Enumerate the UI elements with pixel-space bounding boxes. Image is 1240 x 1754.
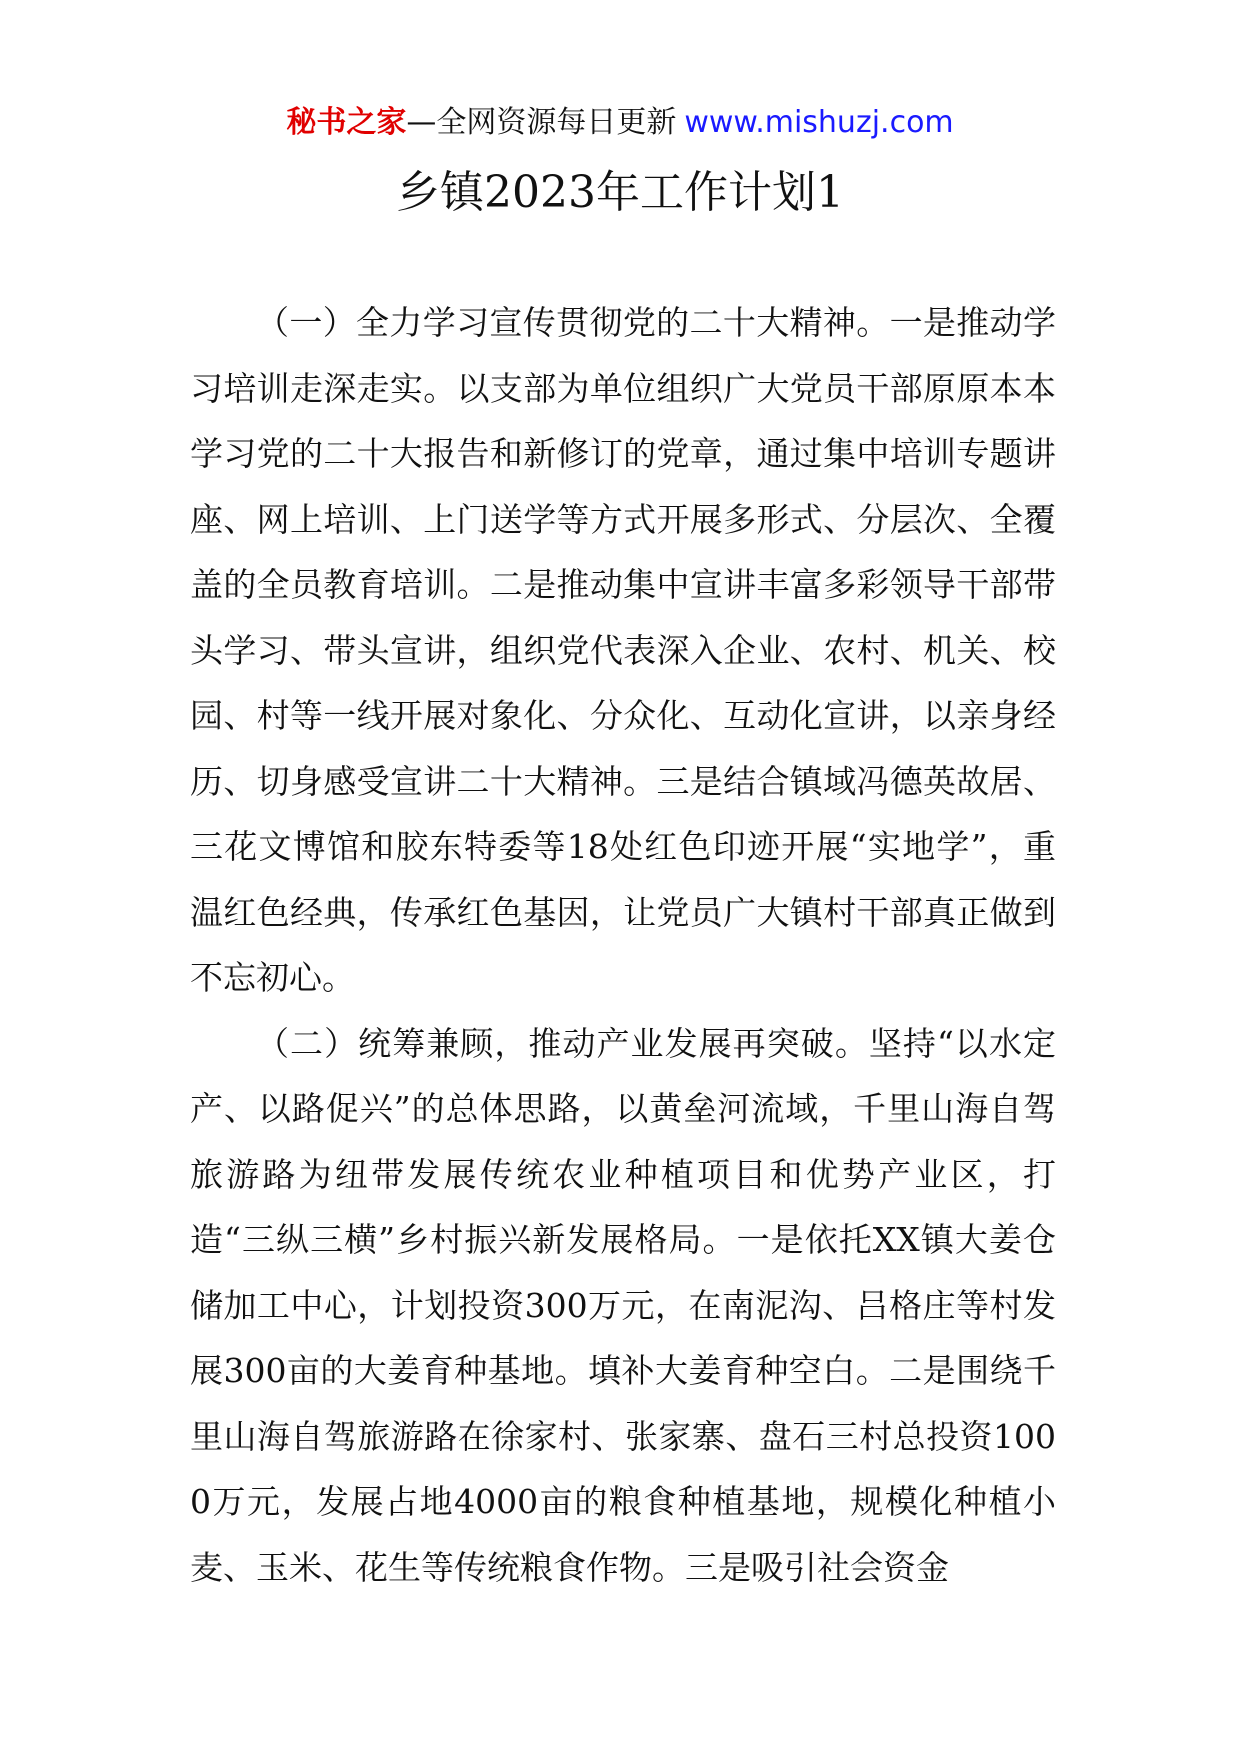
watermark-header (0, 103, 1240, 143)
paragraph-1: （一）全力学习宣传贯彻党的二十大精神。一是推动学习培训走深走实。以支部为单位组织广大党员干部原原本本学习党的二十大报告和新修订的党章，通过集中培训专题讲座、网上培训、上门送学等方式开展多形式、分层次、全覆盖的全员教育培训。二是推动集中宣讲丰富多彩领导干部带头学习、带头宣讲，组织党代表深入企业、农村、机关、校园、村等一线开展对象化、分众化、互动化宣讲，以亲身经历、切身感受宣讲二十大精神。三是结合镇域冯德英故居、三花文博馆和胶东特委等18处红色印迹开展“实地学”，重温红色经典，传承红色基因，让党员广大镇村干部真正做到不忘初心。 (190, 303, 1056, 997)
document-title: 乡镇2023年工作计划1 (396, 167, 844, 218)
brand-slogan: —全网资源每日更新 (406, 105, 677, 140)
paragraph-2: （二）统筹兼顾，推动产业发展再突破。坚持“以水定产、以路促兴”的总体思路，以黄垒河流域，千里山海自驾旅游路为纽带发展传统农业种植项目和优势产业区，打造“三纵三横”乡村振兴新发展格局。一是依托XX镇大姜仓储加工中心，计划投资300万元，在南泥沟、吕格庄等村发展300亩的大姜育种基地。填补大姜育种空白。二是围绕千里山海自驾旅游路在徐家村、张家寨、盘石三村总投资1000万元，发展占地4000亩的粮食种植基地，规模化种植小麦、玉米、花生等传统粮食作物。三是吸引社会资金 (190, 1023, 1056, 1587)
document-body (190, 290, 1056, 1600)
site-url[interactable]: www.mishuzj.com (684, 105, 954, 140)
brand-name: 秘书之家 (286, 105, 407, 140)
